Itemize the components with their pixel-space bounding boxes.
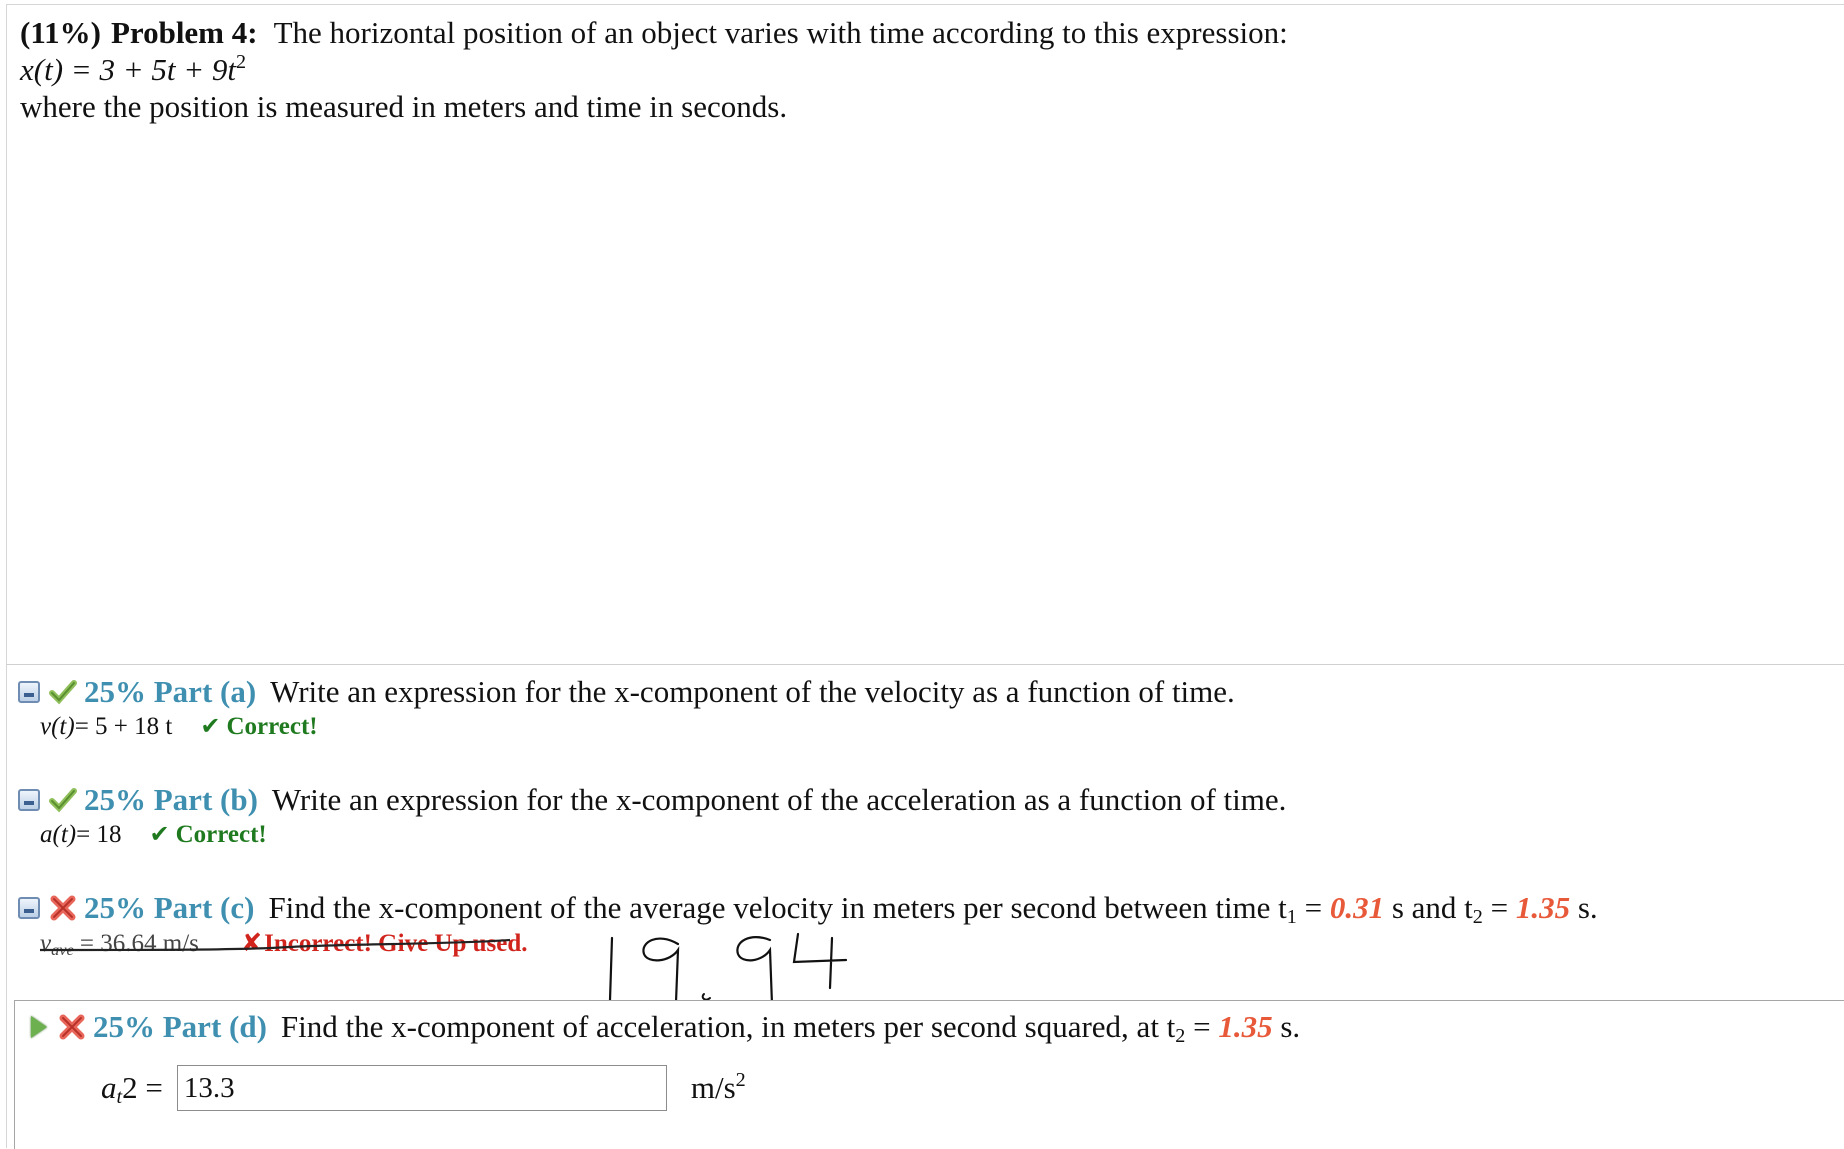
minimize-icon[interactable] [18, 681, 40, 703]
answer-input[interactable] [177, 1065, 667, 1111]
part-b-answer: a(t) = 18 ✔ Correct! [40, 820, 1286, 849]
minimize-icon[interactable] [18, 897, 40, 919]
handwritten-annotation [600, 928, 900, 1008]
problem-name: Problem 4: [110, 15, 258, 50]
part-a-label: 25% Part (a) [84, 674, 257, 709]
units-label: $m/s^2$ [690, 1068, 746, 1105]
answer-row [101, 1065, 746, 1111]
part-c-answer: $v_{ave} = 36.64$ m/s ✘ Incorrect! Give Up used. [40, 928, 1598, 958]
correct-badge: ✔ Correct! [149, 820, 266, 849]
divider [6, 664, 1844, 665]
play-icon[interactable] [31, 1016, 47, 1038]
x-icon [57, 1012, 87, 1042]
t1-value: 0.31 [1329, 890, 1385, 925]
part-c-question: Find the x-component of the average velocity in meters per second between time $t_1 = 0.31$ s and $t_2 = 1.35$ s. [268, 890, 1598, 929]
problem-statement [20, 14, 1288, 126]
part-a [18, 672, 1235, 741]
problem-frame [6, 4, 1844, 1148]
part-a-answer: v(t) = 5 + 18 t ✔ Correct! [40, 712, 1235, 741]
part-d-question: Find the x-component of acceleration, in meters per second squared, at $t_2 = 1.35$ s. [280, 1009, 1301, 1048]
x-icon [48, 893, 78, 923]
problem-text: The horizontal position of an object varies with time according to this expression: [273, 15, 1288, 50]
check-icon [48, 677, 78, 707]
part-d-label: 25% Part (d) [93, 1009, 267, 1044]
check-icon [48, 785, 78, 815]
minimize-icon[interactable] [18, 789, 40, 811]
part-b-question: Write an expression for the x-component of the acceleration as a function of time. [271, 782, 1287, 817]
part-b-label: 25% Part (b) [84, 782, 258, 817]
part-c-label: 25% Part (c) [84, 890, 255, 925]
incorrect-badge: ✘ Incorrect! Give Up used. [241, 930, 527, 957]
part-a-question: Write an expression for the x-component of the velocity as a function of time. [270, 674, 1235, 709]
answer-label: $a_t2$ = [101, 1070, 163, 1109]
part-d-panel [14, 1000, 1844, 1149]
part-d [25, 1007, 1300, 1047]
t2-value: 1.35 [1218, 1009, 1273, 1044]
correct-badge: ✔ Correct! [200, 712, 317, 741]
position-equation: $x(t) = 3 + 5t + 9t^2$ [20, 50, 247, 87]
t2-value: 1.35 [1515, 890, 1571, 925]
problem-note: where the position is measured in meters and time in seconds. [20, 89, 788, 124]
problem-percent: (11%) [20, 15, 101, 50]
part-b [18, 780, 1286, 849]
